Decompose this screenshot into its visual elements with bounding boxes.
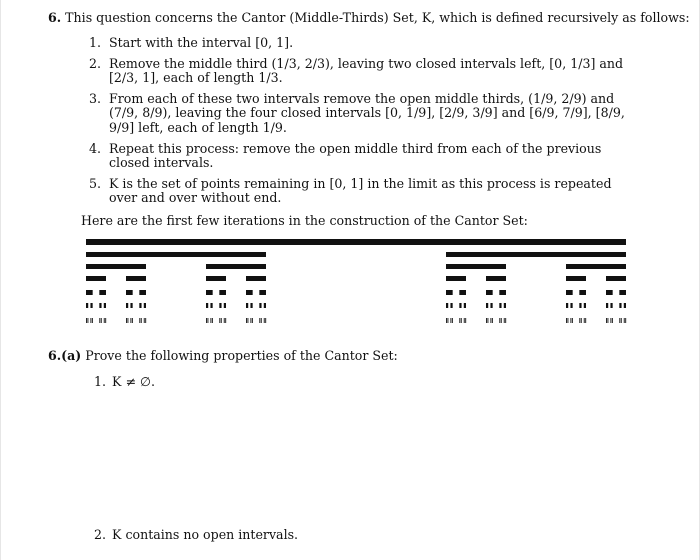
cantor-interval-level-5 <box>86 303 88 308</box>
cantor-interval-level-5 <box>579 303 581 308</box>
cantor-interval-level-4 <box>499 290 506 295</box>
cantor-interval-level-5 <box>450 303 452 308</box>
cantor-interval-level-6 <box>127 318 128 323</box>
step-text: Repeat this process: remove the open middle third from each of the previous closed intervals. <box>109 140 602 171</box>
cantor-interval-level-5 <box>606 303 608 308</box>
cantor-interval-level-4 <box>259 290 266 295</box>
cantor-interval-level-3 <box>246 276 266 281</box>
cantor-interval-level-5 <box>259 303 261 308</box>
cantor-interval-level-6 <box>259 318 260 323</box>
cantor-interval-level-5 <box>584 303 586 308</box>
cantor-interval-level-2 <box>446 264 506 269</box>
step-item <box>89 36 635 51</box>
cantor-interval-level-5 <box>570 303 572 308</box>
cantor-interval-level-6 <box>130 318 131 323</box>
property-item <box>94 527 298 542</box>
cantor-interval-level-6 <box>87 318 88 323</box>
property-text: K ≠ ∅. <box>112 374 155 389</box>
step-text: Start with the interval [0, 1]. <box>109 35 294 50</box>
cantor-interval-level-5 <box>264 303 266 308</box>
cantor-interval-level-6 <box>461 318 462 323</box>
step-number: 4. <box>89 140 102 156</box>
cantor-interval-level-6 <box>459 318 460 323</box>
cantor-interval-level-2 <box>206 264 266 269</box>
part-label: 6.(a) <box>48 348 82 363</box>
cantor-interval-level-3 <box>126 276 146 281</box>
cantor-interval-level-6 <box>139 318 140 323</box>
step-number: 1. <box>89 35 102 50</box>
cantor-interval-level-6 <box>126 318 127 323</box>
cantor-interval-level-4 <box>566 290 573 295</box>
cantor-interval-level-6 <box>252 318 253 323</box>
cantor-interval-level-5 <box>126 303 128 308</box>
cantor-interval-level-6 <box>101 318 102 323</box>
cantor-interval-level-6 <box>464 318 465 323</box>
cantor-interval-level-5 <box>210 303 212 308</box>
cantor-interval-level-6 <box>221 318 222 323</box>
cantor-interval-level-6 <box>250 318 251 323</box>
cantor-interval-level-6 <box>501 318 502 323</box>
cantor-interval-level-6 <box>86 318 87 323</box>
cantor-interval-level-3 <box>486 276 506 281</box>
cantor-interval-level-6 <box>499 318 500 323</box>
step-item <box>89 177 635 206</box>
cantor-interval-level-6 <box>566 318 567 323</box>
cantor-interval-level-6 <box>247 318 248 323</box>
cantor-interval-level-6 <box>132 318 133 323</box>
cantor-interval-level-6 <box>264 318 265 323</box>
cantor-interval-level-2 <box>566 264 626 269</box>
cantor-interval-level-6 <box>579 318 580 323</box>
property-number: 1. <box>94 374 107 389</box>
cantor-interval-level-5 <box>90 303 92 308</box>
cantor-interval-level-6 <box>210 318 211 323</box>
step-text: Remove the middle third (1/3, 2/3), leaving two closed intervals left, [0, 1/3] and [2/3, 1], each of length 1/3. <box>109 55 624 86</box>
figure-intro: Here are the first few iterations in the construction of the Cantor Set: <box>81 213 528 228</box>
step-text: K is the set of points remaining in [0, 1] in the limit as this process is repeated over and over without end. <box>109 175 612 206</box>
cantor-interval-level-5 <box>446 303 448 308</box>
cantor-interval-level-6 <box>446 318 447 323</box>
cantor-interval-level-4 <box>619 290 626 295</box>
cantor-interval-level-4 <box>99 290 106 295</box>
cantor-interval-level-3 <box>566 276 586 281</box>
step-number: 5. <box>89 175 102 191</box>
cantor-interval-level-5 <box>224 303 226 308</box>
cantor-interval-level-6 <box>207 318 208 323</box>
cantor-interval-level-3 <box>606 276 626 281</box>
cantor-interval-level-6 <box>105 318 106 323</box>
cantor-interval-level-5 <box>459 303 461 308</box>
cantor-interval-level-3 <box>206 276 226 281</box>
cantor-interval-level-6 <box>486 318 487 323</box>
cantor-interval-level-5 <box>139 303 141 308</box>
cantor-interval-level-4 <box>459 290 466 295</box>
cantor-interval-level-6 <box>487 318 488 323</box>
cantor-interval-level-6 <box>219 318 220 323</box>
cantor-interval-level-5 <box>486 303 488 308</box>
cantor-interval-level-5 <box>130 303 132 308</box>
cantor-interval-level-6 <box>92 318 93 323</box>
cantor-interval-level-6 <box>104 318 105 323</box>
part-heading <box>48 348 398 363</box>
cantor-interval-level-5 <box>624 303 626 308</box>
cantor-interval-level-6 <box>570 318 571 323</box>
cantor-interval-level-4 <box>126 290 133 295</box>
cantor-interval-level-6 <box>504 318 505 323</box>
cantor-interval-level-6 <box>581 318 582 323</box>
construction-steps <box>89 36 635 212</box>
cantor-interval-level-6 <box>585 318 586 323</box>
cantor-interval-level-5 <box>246 303 248 308</box>
cantor-interval-level-5 <box>144 303 146 308</box>
cantor-interval-level-4 <box>206 290 213 295</box>
cantor-interval-level-6 <box>624 318 625 323</box>
cantor-interval-level-4 <box>246 290 253 295</box>
cantor-interval-level-6 <box>452 318 453 323</box>
cantor-interval-level-4 <box>579 290 586 295</box>
cantor-interval-level-4 <box>446 290 453 295</box>
cantor-interval-level-6 <box>90 318 91 323</box>
question-number: 6. <box>48 10 62 25</box>
cantor-interval-level-2 <box>86 264 146 269</box>
cantor-interval-level-6 <box>144 318 145 323</box>
step-text: From each of these two intervals remove the open middle thirds, (1/9, 2/9) and (7/9, 8/9), leaving the four closed intervals [0, 1/9], [2/9, 3/9] and [6/9, 7/9], [8/9, 9/9] left, each of length 1/9. <box>109 90 625 135</box>
part-text: Prove the following properties of the Cantor Set: <box>85 348 398 363</box>
cantor-interval-level-6 <box>490 318 491 323</box>
property-number: 2. <box>94 527 107 542</box>
cantor-interval-level-6 <box>607 318 608 323</box>
cantor-interval-level-5 <box>219 303 221 308</box>
cantor-interval-level-6 <box>505 318 506 323</box>
cantor-interval-level-6 <box>465 318 466 323</box>
cantor-interval-level-6 <box>206 318 207 323</box>
cantor-interval-level-6 <box>612 318 613 323</box>
cantor-interval-level-5 <box>464 303 466 308</box>
cantor-interval-level-4 <box>606 290 613 295</box>
cantor-interval-level-6 <box>265 318 266 323</box>
cantor-interval-level-3 <box>446 276 466 281</box>
cantor-interval-level-4 <box>139 290 146 295</box>
step-number: 2. <box>89 55 102 71</box>
cantor-interval-level-6 <box>610 318 611 323</box>
cantor-interval-level-6 <box>141 318 142 323</box>
question-text: This question concerns the Cantor (Middle-Thirds) Set, K, which is defined recursively as follows: <box>65 10 690 25</box>
cantor-interval-level-6 <box>619 318 620 323</box>
cantor-interval-level-6 <box>567 318 568 323</box>
step-number: 3. <box>89 90 102 106</box>
cantor-interval-level-0 <box>86 239 626 245</box>
cantor-interval-level-6 <box>621 318 622 323</box>
cantor-interval-level-5 <box>619 303 621 308</box>
step-item <box>89 142 635 171</box>
cantor-interval-level-5 <box>104 303 106 308</box>
step-item <box>89 92 635 136</box>
question-heading <box>48 10 688 25</box>
cantor-interval-level-4 <box>219 290 226 295</box>
cantor-interval-level-5 <box>499 303 501 308</box>
cantor-interval-level-4 <box>486 290 493 295</box>
cantor-interval-level-5 <box>504 303 506 308</box>
cantor-interval-level-6 <box>225 318 226 323</box>
cantor-interval-level-6 <box>246 318 247 323</box>
cantor-interval-level-5 <box>610 303 612 308</box>
cantor-interval-level-6 <box>572 318 573 323</box>
cantor-interval-level-6 <box>606 318 607 323</box>
property-item <box>94 374 155 389</box>
cantor-interval-level-1 <box>446 252 626 257</box>
cantor-interval-level-4 <box>86 290 93 295</box>
cantor-interval-level-5 <box>206 303 208 308</box>
cantor-interval-level-6 <box>99 318 100 323</box>
property-text: K contains no open intervals. <box>112 527 299 542</box>
cantor-interval-level-5 <box>250 303 252 308</box>
cantor-interval-level-6 <box>145 318 146 323</box>
cantor-interval-level-6 <box>212 318 213 323</box>
cantor-interval-level-5 <box>490 303 492 308</box>
cantor-interval-level-6 <box>447 318 448 323</box>
cantor-interval-level-3 <box>86 276 106 281</box>
cantor-interval-level-6 <box>224 318 225 323</box>
cantor-interval-level-6 <box>584 318 585 323</box>
cantor-interval-level-6 <box>450 318 451 323</box>
cantor-interval-level-6 <box>625 318 626 323</box>
cantor-interval-level-5 <box>566 303 568 308</box>
step-item <box>89 57 635 86</box>
cantor-interval-level-5 <box>99 303 101 308</box>
cantor-interval-level-6 <box>261 318 262 323</box>
cantor-interval-level-6 <box>492 318 493 323</box>
cantor-interval-level-1 <box>86 252 266 257</box>
